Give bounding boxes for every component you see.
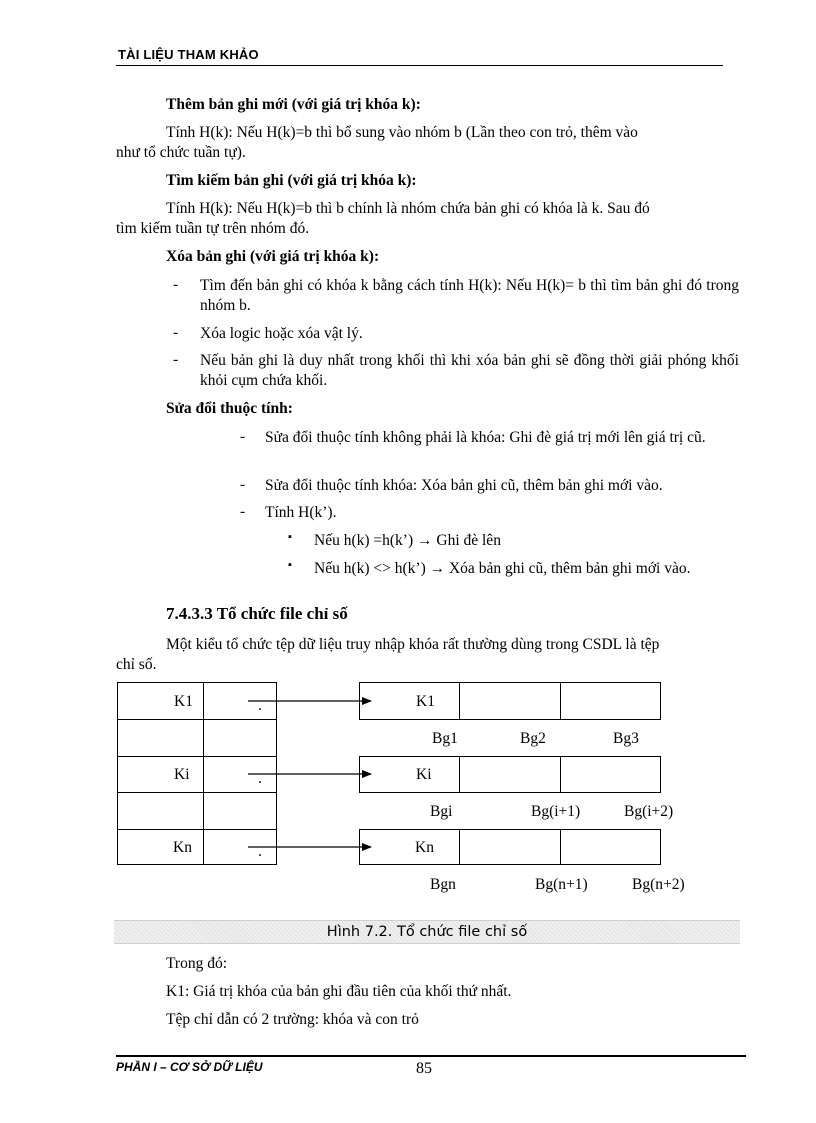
record-label: Bgi	[430, 803, 453, 820]
square-bullet: ▪	[288, 531, 292, 543]
dash-bullet: -	[240, 503, 246, 520]
explain-line-3: Tệp chỉ dẫn có 2 trường: khóa và con trỏ	[166, 1011, 419, 1028]
data-block	[360, 683, 661, 720]
record-label: Bg3	[613, 730, 639, 747]
data-block	[360, 757, 661, 793]
search-line-1: Tính H(k): Nếu H(k)=b thì b chính là nhóm chứa bản ghi có khóa là k. Sau đó	[166, 200, 650, 217]
footer-part-title: PHẦN I – CƠ SỞ DỮ LIỆU	[116, 1060, 263, 1074]
data-block	[360, 830, 661, 865]
record-label: Bg(n+1)	[535, 876, 588, 893]
section-line-2: chỉ số.	[116, 656, 157, 673]
section-title: 7.4.3.3 Tổ chức file chỉ số	[166, 604, 348, 623]
block-key: Kn	[415, 839, 434, 856]
record-label: Bg(i+1)	[531, 803, 581, 820]
pointer-dot: .	[258, 843, 262, 860]
dash-bullet: -	[173, 324, 179, 341]
modify-heading: Sửa đổi thuộc tính:	[166, 400, 293, 417]
record-label: Bg(i+2)	[624, 803, 674, 820]
modify-item-text: Sửa đổi thuộc tính không phải là khóa: Ghi đè giá trị mới lên giá trị cũ.	[265, 429, 706, 446]
dash-bullet: -	[240, 476, 246, 493]
search-heading: Tìm kiếm bản ghi (với giá trị khóa k):	[166, 172, 417, 189]
insert-line-2: như tổ chức tuần tự).	[116, 144, 246, 161]
record-label: Bg2	[520, 730, 546, 747]
record-label: Bgn	[430, 876, 456, 893]
pointer-dot: .	[258, 770, 262, 787]
dash-bullet: -	[173, 351, 179, 368]
block-key: K1	[416, 693, 435, 710]
index-key: K1	[174, 693, 193, 710]
pointer-dot: .	[258, 697, 262, 714]
delete-item-text: Xóa logic hoặc xóa vật lý.	[200, 325, 363, 342]
block-key: Ki	[416, 766, 432, 783]
page-number: 85	[416, 1060, 432, 1077]
footer-rule	[116, 1055, 746, 1057]
search-line-2: tìm kiếm tuần tự trên nhóm đó.	[116, 220, 310, 237]
explain-line-1: Trong đó:	[166, 955, 228, 972]
dash-bullet: -	[240, 428, 246, 445]
record-label: Bg1	[432, 730, 458, 747]
index-key: Kn	[173, 839, 192, 856]
explain-line-2: K1: Giá trị khóa của bản ghi đầu tiên của khối thứ nhất.	[166, 983, 512, 1000]
running-header: TÀI LIỆU THAM KHẢO	[118, 47, 259, 62]
record-label: Bg(n+2)	[632, 876, 685, 893]
square-bullet: ▪	[288, 559, 292, 571]
modify-subitem-text: Nếu h(k) =h(k’) → Ghi đè lên	[314, 532, 501, 549]
section-line-1: Một kiểu tổ chức tệp dữ liệu truy nhập khóa rất thường dùng trong CSDL là tệp	[166, 636, 660, 653]
index-key: Ki	[174, 766, 190, 783]
dash-bullet: -	[173, 276, 179, 293]
modify-subitem-text: Nếu h(k) <> h(k’) → Xóa bản ghi cũ, thêm bản ghi mới vào.	[314, 560, 691, 577]
delete-item-text: Nếu bản ghi là duy nhất trong khối thì khi xóa bản ghi sẽ đồng thời giải phóng khối khỏi cụm chứa khối.	[200, 352, 739, 389]
insert-line-1: Tính H(k): Nếu H(k)=b thì bổ sung vào nhóm b (Lần theo con trỏ, thêm vào	[166, 124, 638, 141]
modify-item-text: Tính H(k’).	[265, 504, 337, 521]
modify-item-text: Sửa đổi thuộc tính khóa: Xóa bản ghi cũ, thêm bản ghi mới vào.	[265, 477, 663, 494]
insert-heading: Thêm bản ghi mới (với giá trị khóa k):	[166, 96, 421, 113]
figure-caption: Hình 7.2. Tổ chức file chỉ số	[326, 924, 528, 940]
delete-heading: Xóa bản ghi (với giá trị khóa k):	[166, 248, 380, 265]
delete-item-text: Tìm đến bản ghi có khóa k bằng cách tính H(k): Nếu H(k)= b thì tìm bản ghi đó trong nhóm b.	[200, 277, 739, 314]
